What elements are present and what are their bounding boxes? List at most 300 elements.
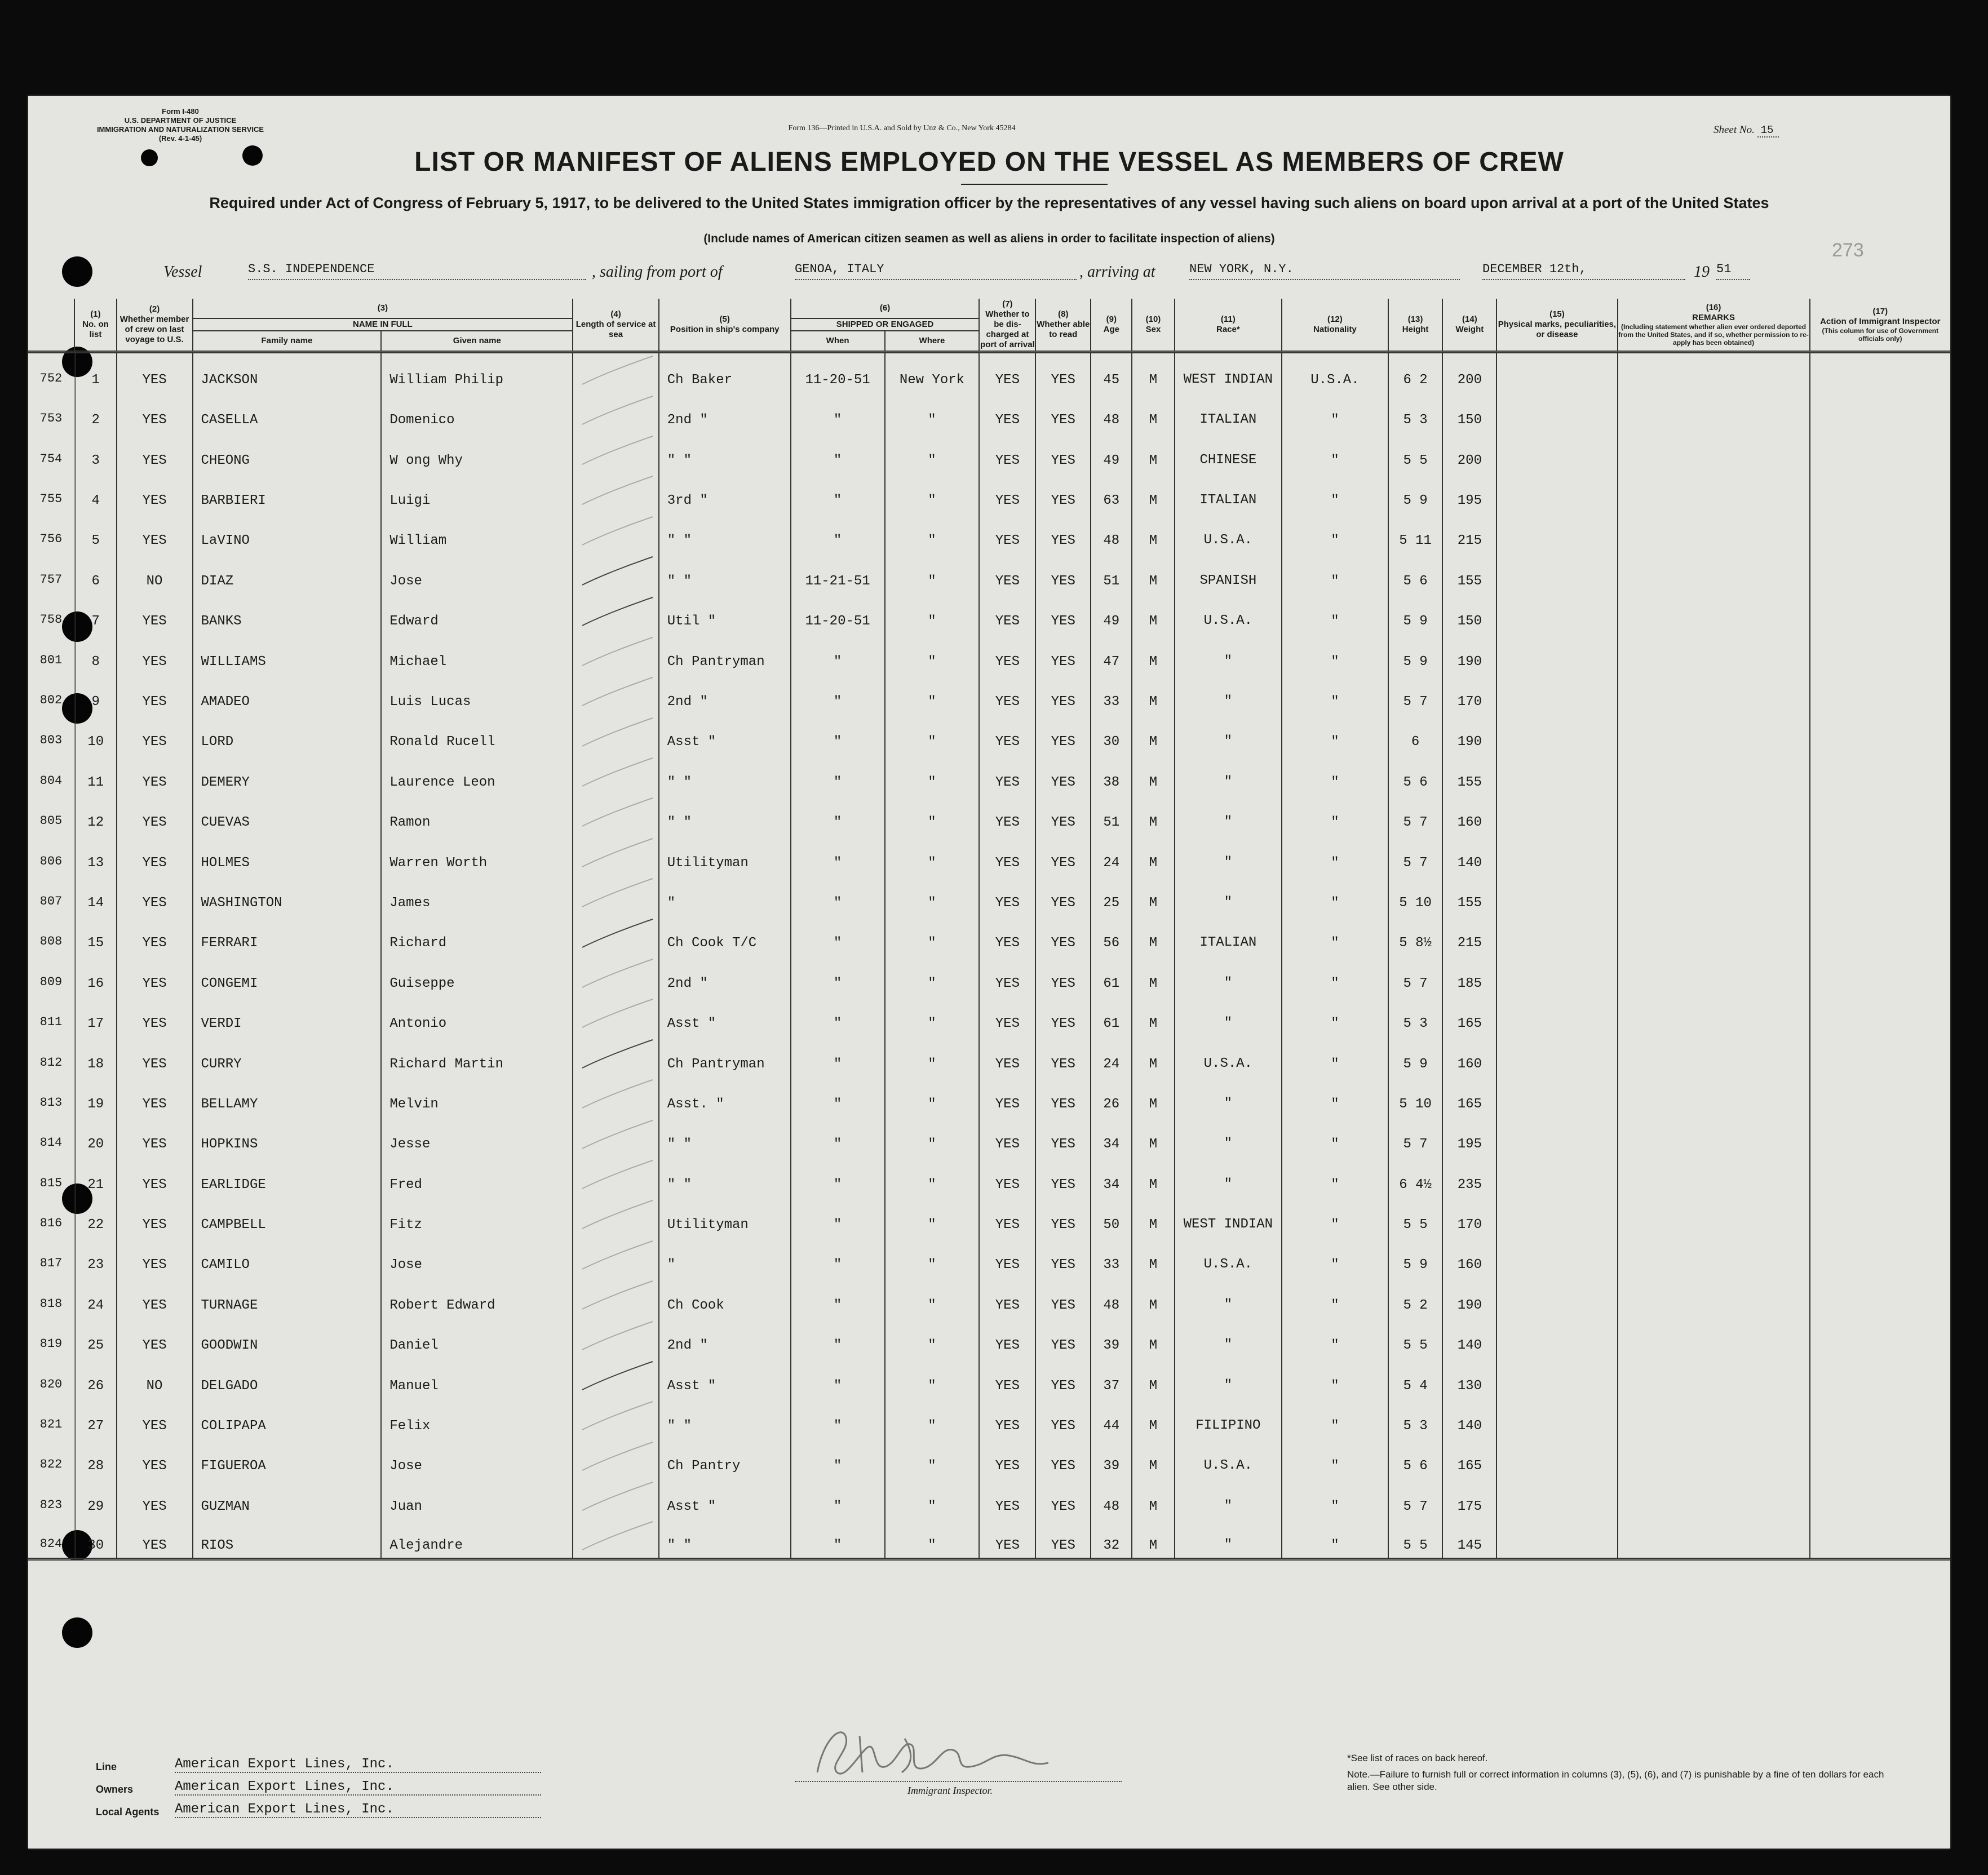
cell-service-length [573,1358,658,1398]
cell-inspector-action [1810,352,1950,392]
cell-ledger-number: 755 [28,473,74,513]
cell-age: 24 [1091,835,1132,875]
cell-last-voyage: YES [117,1156,193,1196]
cell-discharged: YES [979,352,1035,392]
cell-able-to-read: YES [1035,1277,1091,1317]
cell-shipped-when: " [791,835,885,875]
cell-remarks [1618,835,1810,875]
cell-weight: 155 [1442,875,1496,915]
cell-family-name: HOPKINS [193,1116,382,1156]
cell-race: SPANISH [1175,553,1282,593]
cell-race: U.S.A. [1175,1237,1282,1277]
voyage-line [28,262,1950,285]
pencil-check-mark [577,876,656,910]
cell-list-number: 23 [74,1237,116,1277]
cell-shipped-when: " [791,795,885,835]
cell-age: 47 [1091,633,1132,673]
cell-last-voyage: YES [117,754,193,794]
cell-position: Asst " [659,1358,791,1398]
cell-last-voyage: YES [117,996,193,1036]
arriving-label: , arriving at [1079,263,1155,281]
col-number: (14) [1462,314,1477,324]
pencil-check-mark [577,1158,656,1191]
cell-discharged: YES [979,1036,1035,1076]
pencil-check-mark [577,1479,656,1513]
pencil-check-mark [577,1118,656,1151]
cell-remarks [1618,1519,1810,1559]
cell-sex: M [1132,392,1174,432]
cell-last-voyage: YES [117,1076,193,1116]
cell-shipped-when: " [791,1318,885,1358]
cell-position: Asst " [659,1478,791,1518]
failure-note: Note.—Failure to furnish full or correct information in columns (3), (5), (6), and (7) is punishable by a fine of ten dollars for each alien. See other side. [1347,1769,1884,1792]
cell-shipped-when: " [791,1277,885,1317]
cell-able-to-read: YES [1035,392,1091,432]
cell-age: 32 [1091,1519,1132,1559]
cell-inspector-action [1810,1237,1950,1277]
cell-ledger-number: 805 [28,795,74,835]
cell-discharged: YES [979,674,1035,714]
cell-ledger-number: 808 [28,915,74,955]
cell-list-number: 14 [74,875,116,915]
cell-service-length [573,473,658,513]
cell-last-voyage: YES [117,1237,193,1277]
cell-able-to-read: YES [1035,633,1091,673]
col-title: Age [1103,325,1119,334]
col-title: Physical marks, peculiarities, or disease [1498,320,1617,339]
cell-last-voyage: YES [117,1036,193,1076]
cell-height: 5 6 [1388,1438,1443,1478]
pencil-check-mark [577,635,656,668]
col-list-number-header [74,299,116,352]
cell-nationality: " [1282,1076,1388,1116]
cell-weight: 130 [1442,1358,1496,1398]
cell-inspector-action [1810,1519,1950,1559]
cell-discharged: YES [979,835,1035,875]
cell-ledger-number: 754 [28,432,74,472]
cell-remarks [1618,633,1810,673]
cell-remarks [1618,513,1810,553]
col-where-header: Where [885,331,980,352]
cell-shipped-where: " [885,1318,980,1358]
cell-family-name: COLIPAPA [193,1398,382,1438]
cell-remarks [1618,915,1810,955]
table-row [28,1116,1950,1156]
cell-sex: M [1132,593,1174,633]
cell-nationality: " [1282,835,1388,875]
cell-last-voyage: YES [117,392,193,432]
cell-service-length [573,955,658,995]
cell-physical-marks [1496,1156,1617,1196]
inspector-label: Immigrant Inspector. [907,1785,993,1796]
cell-sex: M [1132,633,1174,673]
cell-shipped-when: " [791,392,885,432]
cell-position: 2nd " [659,392,791,432]
cell-last-voyage: YES [117,633,193,673]
cell-shipped-when: " [791,754,885,794]
cell-physical-marks [1496,392,1617,432]
cell-discharged: YES [979,1318,1035,1358]
arrival-year: 51 [1716,262,1750,280]
cell-service-length [573,513,658,553]
table-row [28,1076,1950,1116]
cell-last-voyage: YES [117,513,193,553]
cell-able-to-read: YES [1035,1358,1091,1398]
cell-ledger-number: 752 [28,352,74,392]
cell-weight: 165 [1442,1438,1496,1478]
cell-nationality: " [1282,432,1388,472]
cell-list-number: 12 [74,795,116,835]
cell-last-voyage: YES [117,955,193,995]
inspector-signature-line [795,1781,1122,1782]
cell-service-length [573,1076,658,1116]
cell-nationality: " [1282,674,1388,714]
cell-sex: M [1132,1318,1174,1358]
cell-sex: M [1132,1197,1174,1237]
sheet-number-value: 15 [1757,124,1779,138]
cell-weight: 170 [1442,674,1496,714]
pencil-check-mark [577,836,656,870]
cell-race: " [1175,754,1282,794]
cell-shipped-where: " [885,1237,980,1277]
cell-height: 5 3 [1388,996,1443,1036]
col-inspector-action-header [1810,299,1950,352]
pencil-check-mark [577,433,656,467]
pencil-check-mark [577,554,656,588]
cell-age: 33 [1091,674,1132,714]
cell-family-name: JACKSON [193,352,382,392]
cell-inspector-action [1810,553,1950,593]
cell-sex: M [1132,795,1174,835]
cell-age: 61 [1091,996,1132,1036]
cell-physical-marks [1496,633,1617,673]
cell-height: 5 10 [1388,875,1443,915]
cell-position: Ch Pantryman [659,633,791,673]
col-title: Whether to be dis-charged at port of arrival [980,309,1035,349]
cell-shipped-when: " [791,432,885,472]
cell-weight: 215 [1442,513,1496,553]
cell-discharged: YES [979,1237,1035,1277]
table-row [28,633,1950,673]
cell-sex: M [1132,473,1174,513]
cell-given-name: Manuel [381,1358,573,1398]
table-row [28,1398,1950,1438]
cell-shipped-where: " [885,1076,980,1116]
cell-shipped-where: New York [885,352,980,392]
cell-able-to-read: YES [1035,674,1091,714]
cell-age: 50 [1091,1197,1132,1237]
cell-shipped-when: " [791,955,885,995]
cell-nationality: " [1282,1438,1388,1478]
cell-list-number: 15 [74,915,116,955]
col-number: (7) [1002,299,1013,309]
cell-nationality: " [1282,1519,1388,1559]
cell-list-number: 7 [74,593,116,633]
pencil-check-mark [577,916,656,950]
table-row [28,352,1950,392]
cell-sex: M [1132,714,1174,754]
cell-shipped-when: " [791,1197,885,1237]
cell-height: 5 7 [1388,955,1443,995]
col-title: Nationality [1313,325,1357,334]
cell-shipped-where: " [885,674,980,714]
cell-position: " " [659,1519,791,1559]
cell-family-name: DIAZ [193,553,382,593]
cell-ledger-number: 758 [28,593,74,633]
inspector-signature [806,1719,1110,1781]
cell-physical-marks [1496,352,1617,392]
cell-given-name: Robert Edward [381,1277,573,1317]
cell-shipped-where: " [885,633,980,673]
cell-remarks [1618,593,1810,633]
table-row [28,1478,1950,1518]
cell-given-name: Fitz [381,1197,573,1237]
cell-ledger-number: 756 [28,513,74,553]
cell-shipped-where: " [885,473,980,513]
cell-inspector-action [1810,915,1950,955]
cell-weight: 190 [1442,714,1496,754]
col-title: No. on list [82,320,109,339]
col-title: Whether able to read [1037,320,1090,339]
col-age-header [1091,299,1132,352]
cell-age: 63 [1091,473,1132,513]
cell-weight: 165 [1442,1076,1496,1116]
col-family-name-header: Family name [193,331,382,352]
cell-shipped-when: " [791,996,885,1036]
cell-race: FILIPINO [1175,1398,1282,1438]
cell-weight: 235 [1442,1156,1496,1196]
cell-shipped-where: " [885,593,980,633]
cell-remarks [1618,955,1810,995]
col-given-name-header: Given name [381,331,573,352]
cell-service-length [573,714,658,754]
line-value: American Export Lines, Inc. [175,1757,541,1773]
cell-service-length [573,593,658,633]
cell-service-length [573,553,658,593]
cell-ledger-number: 806 [28,835,74,875]
cell-race: U.S.A. [1175,513,1282,553]
table-row [28,1318,1950,1358]
cell-family-name: BARBIERI [193,473,382,513]
cell-remarks [1618,1438,1810,1478]
cell-given-name: Melvin [381,1076,573,1116]
cell-age: 49 [1091,432,1132,472]
cell-position: 3rd " [659,473,791,513]
cell-list-number: 16 [74,955,116,995]
cell-list-number: 6 [74,553,116,593]
cell-age: 26 [1091,1076,1132,1116]
cell-list-number: 27 [74,1398,116,1438]
cell-weight: 215 [1442,915,1496,955]
cell-ledger-number: 813 [28,1076,74,1116]
cell-able-to-read: YES [1035,1478,1091,1518]
cell-nationality: " [1282,1318,1388,1358]
cell-race: " [1175,835,1282,875]
pencil-check-mark [577,1319,656,1353]
table-row [28,1197,1950,1237]
cell-nationality: " [1282,1156,1388,1196]
arrival-date: DECEMBER 12th, [1482,262,1685,280]
cell-inspector-action [1810,674,1950,714]
cell-age: 49 [1091,593,1132,633]
cell-physical-marks [1496,714,1617,754]
cell-height: 5 6 [1388,754,1443,794]
cell-race: " [1175,955,1282,995]
cell-family-name: BANKS [193,593,382,633]
cell-weight: 175 [1442,1478,1496,1518]
cell-list-number: 1 [74,352,116,392]
cell-discharged: YES [979,1156,1035,1196]
cell-weight: 150 [1442,593,1496,633]
cell-last-voyage: NO [117,1358,193,1398]
cell-remarks [1618,674,1810,714]
document-title: LIST OR MANIFEST OF ALIENS EMPLOYED ON THE VESSEL AS MEMBERS OF CREW [414,147,1564,177]
cell-list-number: 20 [74,1116,116,1156]
cell-weight: 195 [1442,1116,1496,1156]
cell-sex: M [1132,1398,1174,1438]
cell-last-voyage: YES [117,1438,193,1478]
cell-list-number: 4 [74,473,116,513]
cell-able-to-read: YES [1035,513,1091,553]
cell-list-number: 9 [74,674,116,714]
cell-remarks [1618,754,1810,794]
cell-height: 5 3 [1388,392,1443,432]
table-row [28,1036,1950,1076]
cell-discharged: YES [979,432,1035,472]
cell-last-voyage: YES [117,875,193,915]
cell-discharged: YES [979,955,1035,995]
cell-height: 5 5 [1388,1519,1443,1559]
cell-sex: M [1132,1156,1174,1196]
cell-nationality: " [1282,1277,1388,1317]
cell-discharged: YES [979,553,1035,593]
cell-shipped-when: " [791,875,885,915]
cell-service-length [573,1398,658,1438]
cell-weight: 170 [1442,1197,1496,1237]
cell-race: " [1175,1478,1282,1518]
cell-able-to-read: YES [1035,1237,1091,1277]
table-row [28,1358,1950,1398]
cell-able-to-read: YES [1035,593,1091,633]
cell-remarks [1618,1197,1810,1237]
col-number: (1) [90,309,101,319]
title-rule [961,184,1108,185]
cell-service-length [573,1237,658,1277]
cell-physical-marks [1496,1398,1617,1438]
cell-given-name: Michael [381,633,573,673]
cell-height: 5 2 [1388,1277,1443,1317]
cell-inspector-action [1810,1156,1950,1196]
cell-given-name: Felix [381,1398,573,1438]
name-in-full-label: NAME IN FULL [193,318,573,331]
cell-sex: M [1132,996,1174,1036]
col-title: REMARKS [1692,313,1735,322]
cell-physical-marks [1496,513,1617,553]
cell-shipped-when: " [791,1116,885,1156]
cell-inspector-action [1810,754,1950,794]
cell-nationality: " [1282,1036,1388,1076]
col-title: Race* [1216,325,1240,334]
pencil-check-mark [577,473,656,507]
cell-inspector-action [1810,835,1950,875]
cell-given-name: James [381,875,573,915]
cell-race: " [1175,875,1282,915]
pencil-check-mark [577,1439,656,1473]
cell-shipped-where: " [885,915,980,955]
shipped-engaged-label: SHIPPED OR ENGAGED [791,318,980,331]
cell-list-number: 8 [74,633,116,673]
pencil-check-mark [577,595,656,628]
cell-shipped-when: " [791,915,885,955]
cell-remarks [1618,352,1810,392]
cell-nationality: " [1282,553,1388,593]
cell-sex: M [1132,553,1174,593]
cell-sex: M [1132,1036,1174,1076]
cell-shipped-where: " [885,1116,980,1156]
cell-service-length [573,352,658,392]
cell-able-to-read: YES [1035,1036,1091,1076]
cell-physical-marks [1496,875,1617,915]
cell-age: 56 [1091,915,1132,955]
cell-last-voyage: YES [117,674,193,714]
cell-shipped-when: " [791,513,885,553]
col-service-header [573,299,658,352]
cell-given-name: Richard Martin [381,1036,573,1076]
cell-discharged: YES [979,593,1035,633]
cell-position: " " [659,1156,791,1196]
cell-race: WEST INDIAN [1175,352,1282,392]
cell-nationality: U.S.A. [1282,352,1388,392]
table-row [28,553,1950,593]
cell-race: " [1175,996,1282,1036]
cell-sex: M [1132,875,1174,915]
cell-inspector-action [1810,875,1950,915]
cell-able-to-read: YES [1035,996,1091,1036]
cell-sex: M [1132,835,1174,875]
cell-physical-marks [1496,1277,1617,1317]
cell-physical-marks [1496,1438,1617,1478]
cell-race: U.S.A. [1175,1036,1282,1076]
sheet-number-label: Sheet No. [1714,124,1755,136]
cell-height: 5 9 [1388,593,1443,633]
cell-list-number: 10 [74,714,116,754]
pencil-check-mark [577,1359,656,1393]
cell-discharged: YES [979,513,1035,553]
cell-age: 51 [1091,553,1132,593]
cell-position: " " [659,432,791,472]
cell-age: 34 [1091,1116,1132,1156]
cell-able-to-read: YES [1035,352,1091,392]
cell-remarks [1618,1358,1810,1398]
cell-physical-marks [1496,674,1617,714]
cell-remarks [1618,1076,1810,1116]
col-position-header [659,299,791,352]
cell-race: " [1175,1318,1282,1358]
cell-shipped-where: " [885,1398,980,1438]
col-number: (12) [1327,314,1343,324]
cell-inspector-action [1810,513,1950,553]
cell-able-to-read: YES [1035,875,1091,915]
cell-given-name: Guiseppe [381,955,573,995]
cell-remarks [1618,714,1810,754]
cell-remarks [1618,473,1810,513]
col-read-header [1035,299,1091,352]
cell-service-length [573,875,658,915]
cell-ledger-number: 818 [28,1277,74,1317]
cell-weight: 195 [1442,473,1496,513]
cell-position: Util " [659,593,791,633]
cell-remarks [1618,392,1810,432]
